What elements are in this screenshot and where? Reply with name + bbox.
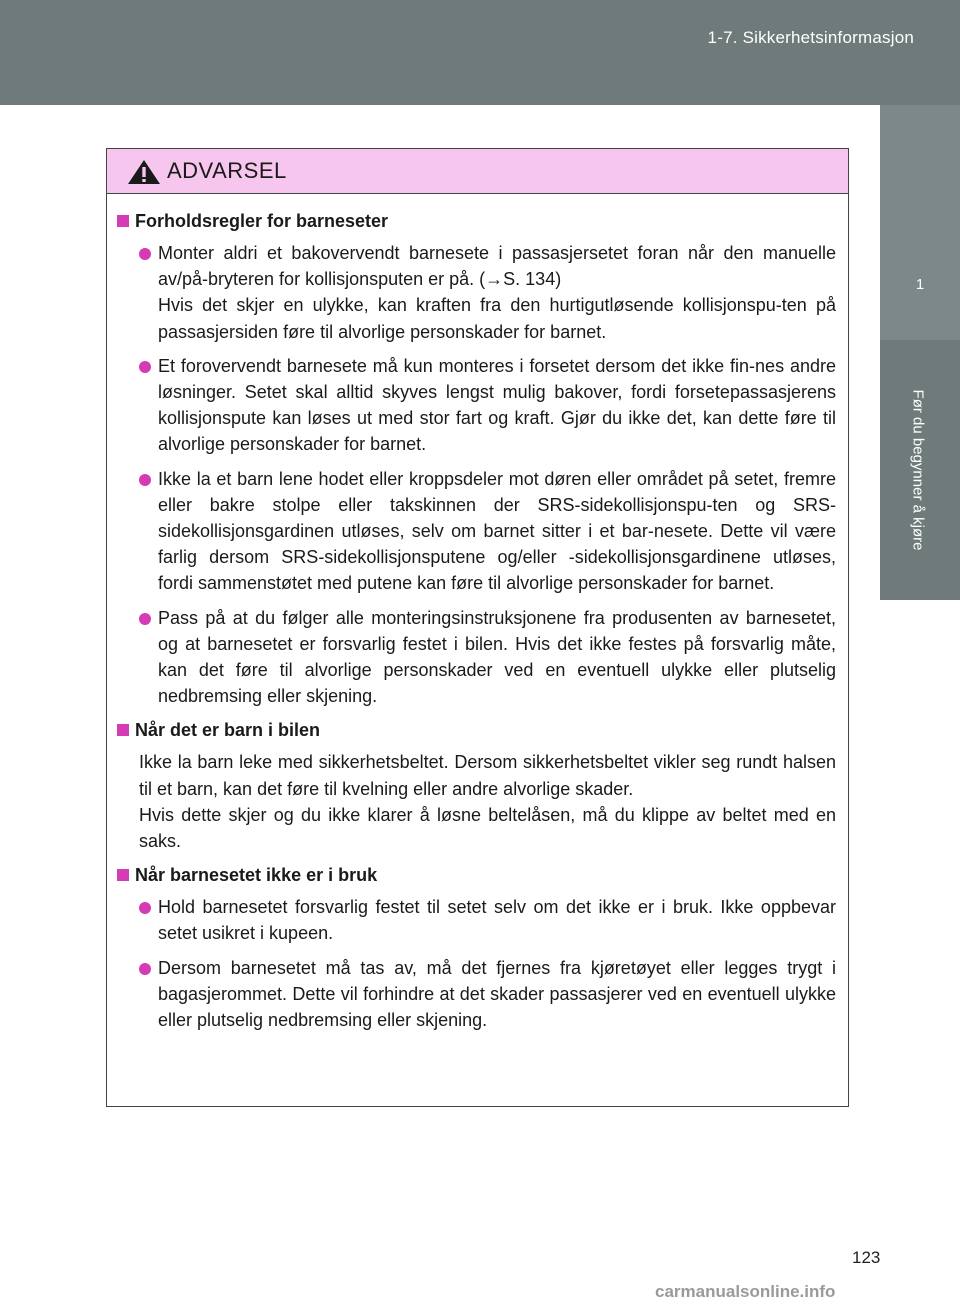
circle-bullet-icon [139, 361, 151, 373]
bullet-paragraph: Ikke la et barn lene hodet eller kroppsdeler mot døren eller området på setet, fremre eller bakre stolpe eller takskinnen der SRS-sidekollisjonspu-ten og SRS-sidekollisjonsgardinen utløses, selv om barnet sitter i et bar-nesete. Dette vil være farlig dersom SRS-sidekollisjonsputene og/eller -sidekollisjonsgardinene utløses, fordi sammenstøtet med putene kan føre til alvorlige personskader for barnet. [158, 468, 836, 594]
page-number: 123 [852, 1248, 881, 1267]
chapter-tab [880, 105, 960, 340]
circle-bullet-icon [139, 613, 151, 625]
warning-title: ADVARSEL [167, 158, 287, 183]
bullet-paragraph: Et forovervendt barnesete må kun monteres i forsetet dersom det ikke fin-nes andre løsninger. Setet skal alltid skyves lengst mulig bakover, fordi forsetepassasjerens kollisjonspute kan løses ut med stor fart og kraft. Gjør du ikke det, kan dette føre til alvorlige personskader for barnet. [158, 355, 836, 455]
section-heading [115, 717, 836, 743]
section-seat-not-in-use [115, 862, 836, 1033]
list-item [115, 353, 836, 458]
warning-content [107, 194, 848, 1033]
section-child-seat-precautions [115, 208, 836, 709]
list-item [115, 955, 836, 1034]
warning-header [107, 149, 848, 194]
watermark: carmanualsonline.info [655, 1282, 836, 1301]
bullet-paragraph: Hvis det skjer en ulykke, kan kraften fra den hurtigutløsende kollisjonspu-ten på passasjersiden føre til alvorlige personskader for barnet. [158, 295, 836, 342]
list-item [115, 466, 836, 597]
bullet-paragraph: Hold barnesetet forsvarlig festet til setet selv om det ikke er i bruk. Ikke oppbevar setet usikret i kupeen. [158, 897, 836, 944]
top-header-band [0, 0, 960, 105]
circle-bullet-icon [139, 902, 151, 914]
circle-bullet-icon [139, 474, 151, 486]
warning-box [106, 148, 849, 1107]
section-heading-text: Forholdsregler for barneseter [135, 211, 389, 231]
chapter-number: 1 [915, 276, 925, 293]
circle-bullet-icon [139, 963, 151, 975]
warning-triangle-icon [127, 159, 161, 185]
paragraph: Ikke la barn leke med sikkerhetsbeltet. Dersom sikkerhetsbeltet vikler seg rundt halsen til et barn, kan det føre til kvelning eller andre alvorlige skader. [139, 752, 836, 799]
list-item [115, 605, 836, 710]
bullet-paragraph: Dersom barnesetet må tas av, må det fjernes fra kjøretøyet eller legges trygt i bagasjerommet. Dette vil forhindre at det skader passasjerer ved en eventuell ulykke eller plutselig nedbremsing eller skjening. [158, 957, 836, 1031]
list-item [115, 240, 836, 345]
paragraph: Hvis dette skjer og du ikke klarer å løsne beltelåsen, må du klippe av beltet med en saks. [139, 804, 836, 852]
section-heading-text: Når det er barn i bilen [135, 720, 321, 741]
square-bullet-icon [117, 724, 129, 736]
section-heading [115, 862, 836, 888]
section-heading [115, 208, 836, 234]
list-item [115, 894, 836, 946]
section-paragraphs [115, 749, 836, 854]
bullet-paragraph: Pass på at du følger alle monteringsinstruksjonene fra produsenten av barnesetet, og at barnesetet er forsvarlig festet i bilen. Hvis det ikke festes på forsvarlig måte, kan det føre til alvorlige personskader ved en eventuell ulykke eller plutselig nedbremsing eller skjening. [158, 607, 836, 707]
section-title: 1-7. Sikkerhetsinformasjon [707, 28, 914, 47]
bullet-paragraph: Monter aldri et bakovervendt barnesete i passasjersetet foran når den manuelle av/på-bryteren for kollisjonsputen er på. (→S. 134) [158, 243, 836, 290]
chapter-label: Før du begynner å kjøre [909, 389, 927, 551]
section-heading-text: Når barnesetet ikke er i bruk [135, 865, 378, 886]
square-bullet-icon [117, 215, 129, 227]
circle-bullet-icon [139, 248, 151, 260]
section-children-in-car [115, 717, 836, 854]
square-bullet-icon [117, 869, 129, 881]
